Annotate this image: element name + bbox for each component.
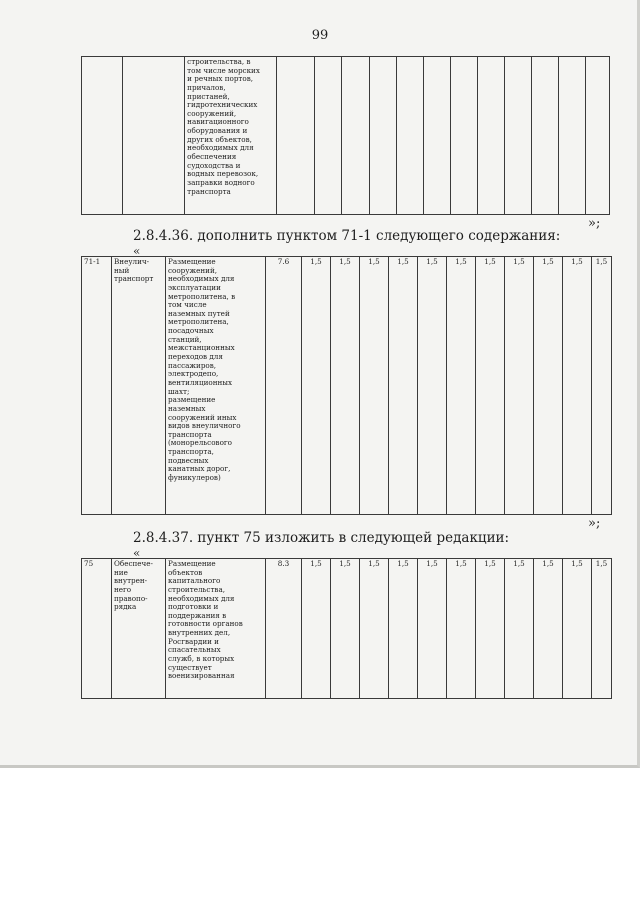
cell-value: 1,5 (505, 257, 534, 515)
cell-value (477, 57, 504, 215)
cell-value: 1,5 (418, 257, 447, 515)
cell-value (531, 57, 558, 215)
cell-value: 1,5 (505, 559, 534, 699)
opening-quote: « (133, 244, 141, 258)
table-row (82, 559, 612, 699)
cell-value: 1,5 (331, 559, 360, 699)
cell-value: 1,5 (592, 257, 612, 515)
cell-value: 1,5 (447, 559, 476, 699)
cell-value (585, 57, 609, 215)
page-number: 99 (311, 28, 329, 43)
table-item-71-1 (81, 256, 612, 515)
cell-code (277, 57, 315, 215)
cell-name: Внеулич- ный транспорт (112, 257, 166, 515)
table-item-75 (81, 558, 612, 699)
closing-quote: »; (588, 516, 601, 531)
cell-value (342, 57, 369, 215)
cell-value: 1,5 (360, 559, 389, 699)
cell-value: 1,5 (360, 257, 389, 515)
cell-value: 1,5 (534, 257, 563, 515)
cell-value (315, 57, 342, 215)
cell-number (82, 57, 123, 215)
paragraph-2-8-4-37: 2.8.4.37. пункт 75 изложить в следующей редакции: (133, 530, 510, 546)
cell-value (558, 57, 585, 215)
cell-description: строительства, в том числе морских и речных портов, причалов, пристаней, гидротехнических сооружений, навигационного оборудования и других объектов, необходимых для обеспечения судоходства и водных перевозок, заправки водного транспорта (185, 57, 277, 215)
cell-code: 7.6 (266, 257, 302, 515)
cell-value: 1,5 (592, 559, 612, 699)
cell-value (396, 57, 423, 215)
cell-number: 71-1 (82, 257, 112, 515)
table-row (82, 57, 610, 215)
cell-value: 1,5 (302, 559, 331, 699)
cell-description: Размещение объектов капитального строительства, необходимых для подготовки и поддержания в готовности органов внутренних дел, Росгвардии и спасательных служб, в которых существует военизированная (166, 559, 266, 699)
cell-name: Обеспече- ние внутрен- него правопо- рядка (112, 559, 166, 699)
cell-value: 1,5 (389, 559, 418, 699)
cell-value: 1,5 (534, 559, 563, 699)
cell-value: 1,5 (563, 257, 592, 515)
cell-value (450, 57, 477, 215)
cell-number: 75 (82, 559, 112, 699)
cell-value: 1,5 (563, 559, 592, 699)
cell-value (369, 57, 396, 215)
cell-value: 1,5 (476, 559, 505, 699)
cell-value: 1,5 (302, 257, 331, 515)
cell-value: 1,5 (418, 559, 447, 699)
cell-value (423, 57, 450, 215)
cell-value (504, 57, 531, 215)
opening-quote: « (133, 546, 141, 560)
cell-value: 1,5 (331, 257, 360, 515)
cell-code: 8.3 (266, 559, 302, 699)
table-row (82, 257, 612, 515)
cell-value: 1,5 (447, 257, 476, 515)
cell-name (123, 57, 185, 215)
cell-value: 1,5 (389, 257, 418, 515)
closing-quote: »; (588, 216, 601, 231)
table-continuation (81, 56, 610, 215)
paragraph-2-8-4-36: 2.8.4.36. дополнить пунктом 71-1 следующего содержания: (133, 228, 561, 244)
cell-value: 1,5 (476, 257, 505, 515)
cell-description: Размещение сооружений, необходимых для эксплуатации метрополитена, в том числе наземных путей метрополитена, посадочных станций, межстанционных переходов для пассажиров, электродепо, вентиляционных шахт; размещение наземных сооружений иных видов внеуличного транспорта (монорельсового транспорта, подвесных канатных дорог, фуникулеров) (166, 257, 266, 515)
